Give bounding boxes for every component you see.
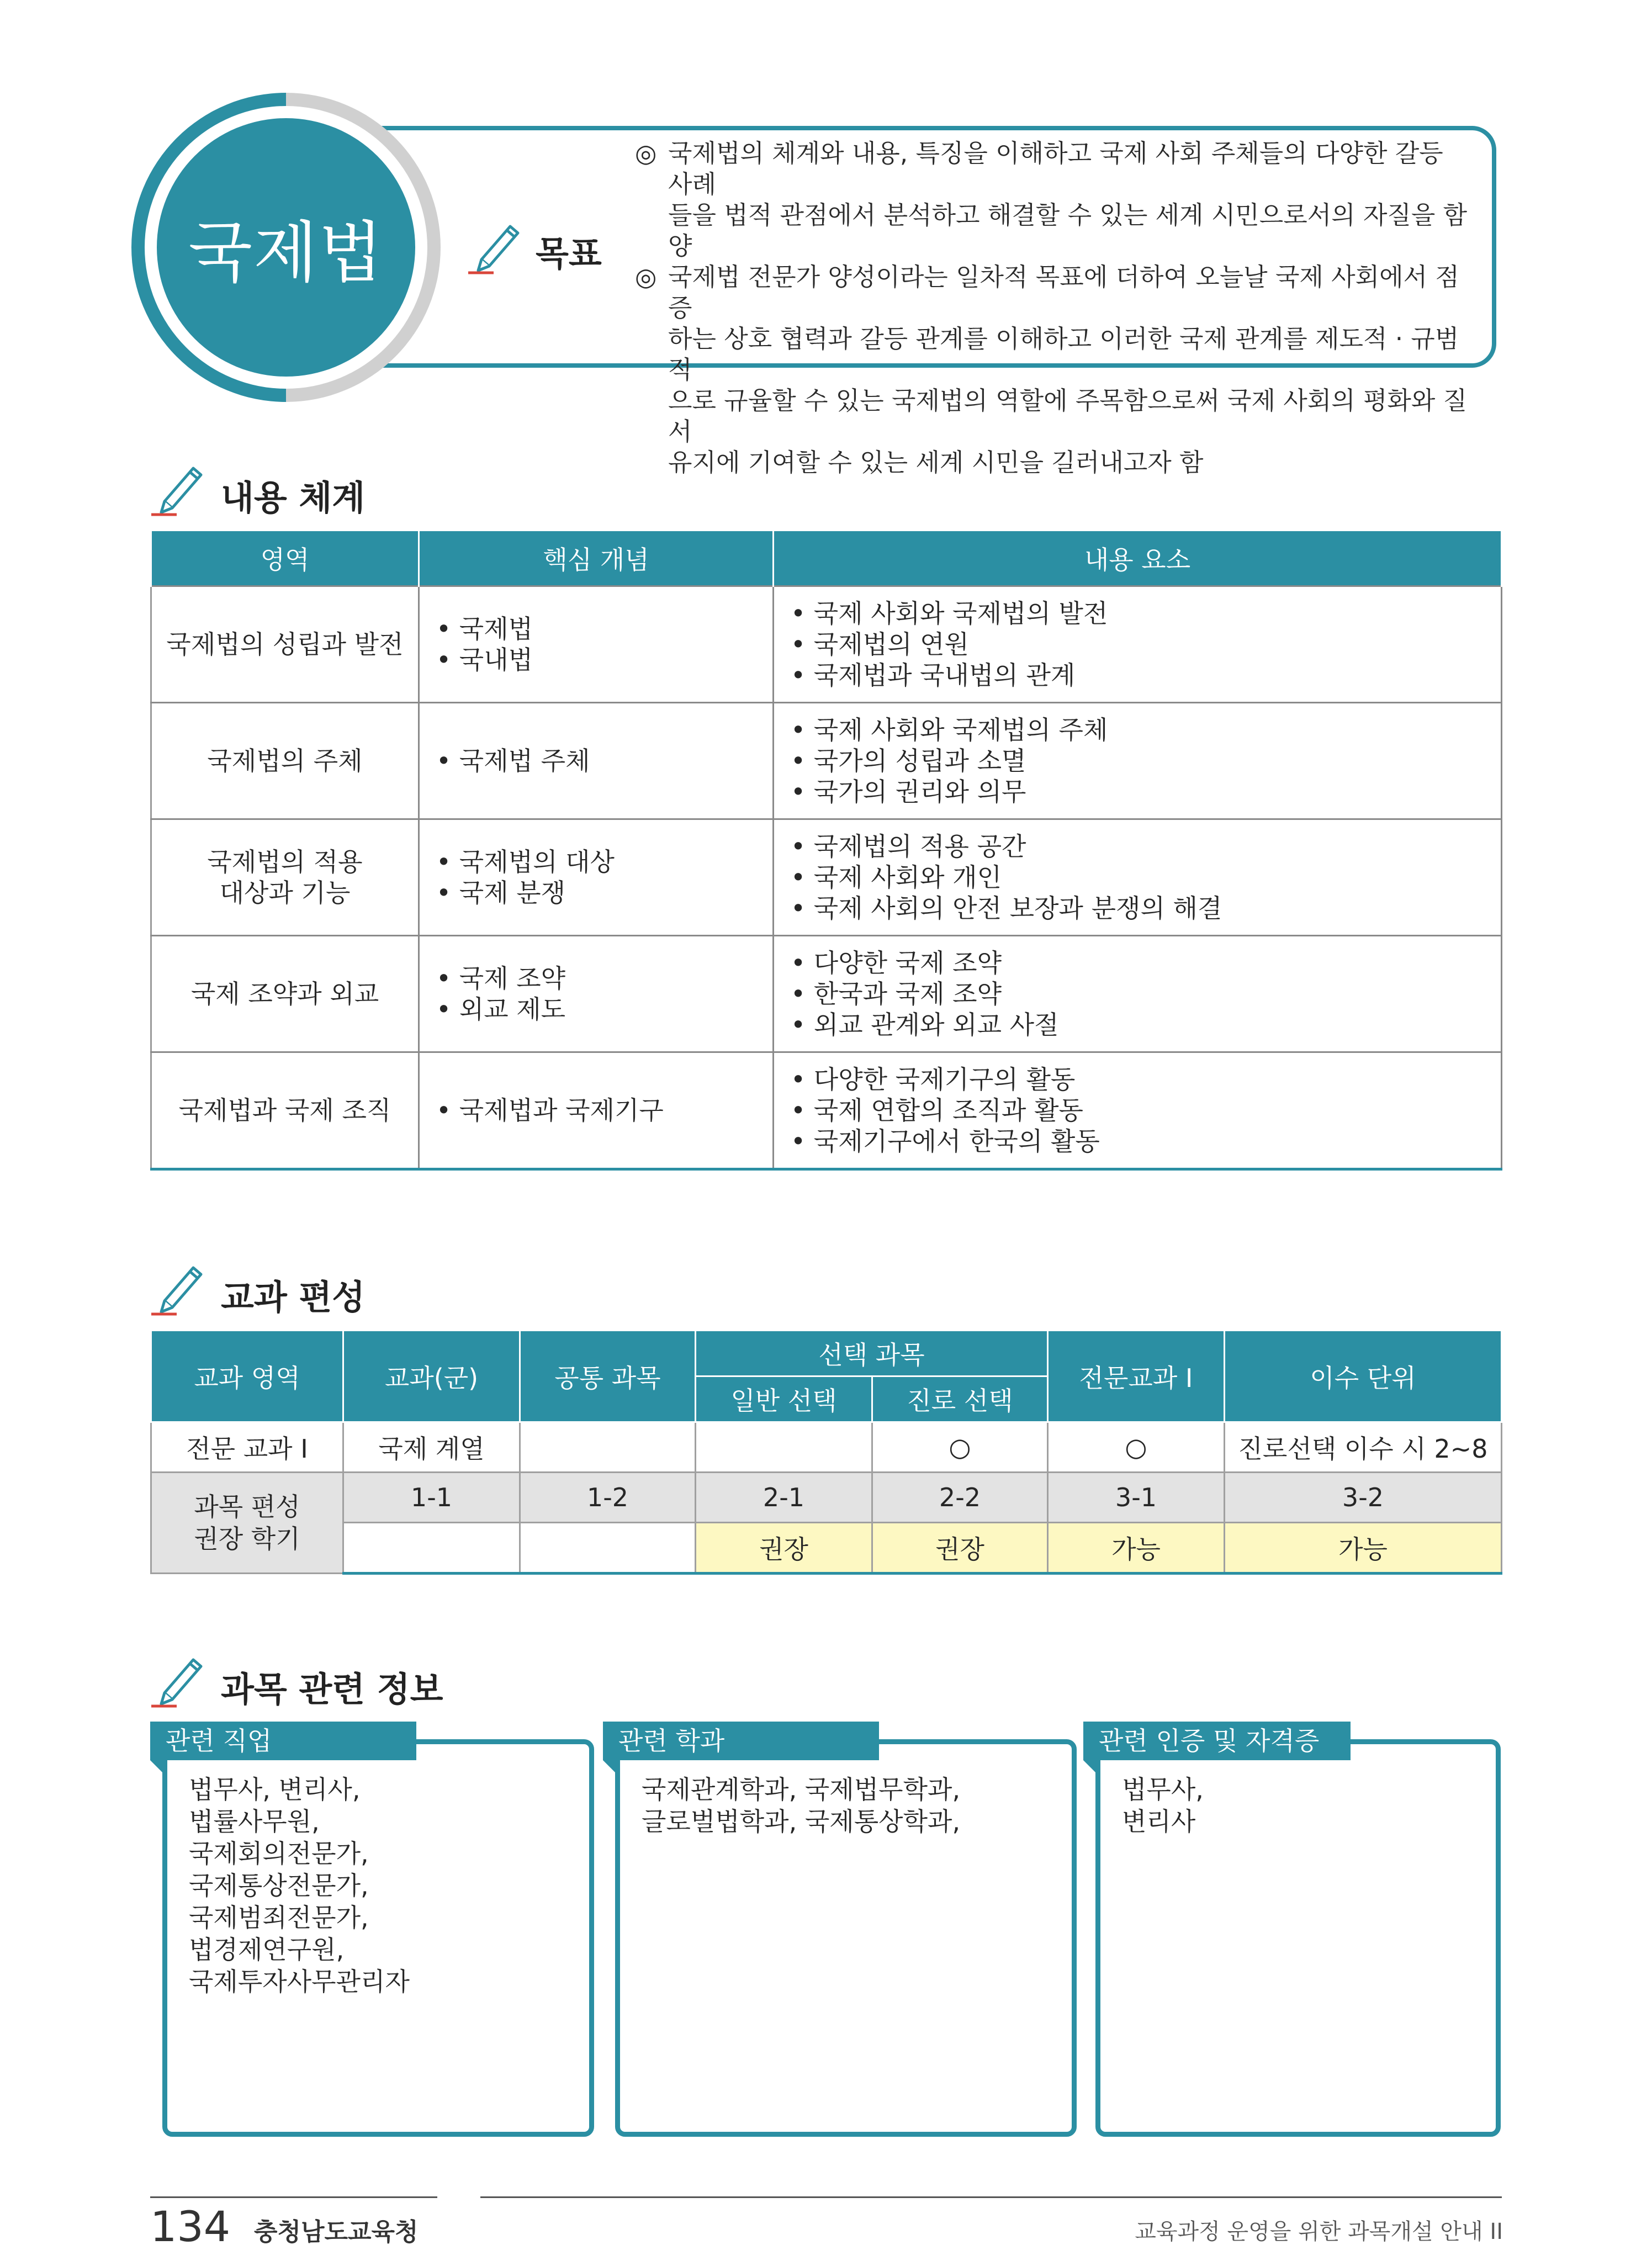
concept-text: • 국제법 주체 — [436, 746, 590, 776]
related-jobs-list — [189, 1773, 410, 1998]
list-item: 법무사, 변리사, — [189, 1775, 361, 1804]
element-text: • 다양한 국제기구의 활동 — [791, 1065, 1076, 1094]
semester-cell: 2-2 — [872, 1473, 1048, 1523]
goal-line: 국제법의 체계와 내용, 특징을 이해하고 국제 사회 주체들의 다양한 갈등 사례 — [668, 139, 1443, 199]
area-cell — [151, 1052, 419, 1169]
element-text: • 국제 사회와 국제법의 주체 — [791, 715, 1108, 745]
pencil-icon — [148, 1258, 209, 1319]
area-cell — [151, 586, 419, 703]
area-text: 국제법의 적용 — [207, 847, 363, 877]
list-item: 국제범죄전문가, — [189, 1903, 369, 1932]
column-header: 이수 단위 — [1225, 1331, 1502, 1422]
publisher-name: 충청남도교육청 — [254, 2218, 419, 2246]
element-text: • 국가의 성립과 소멸 — [791, 746, 1026, 776]
recommend-cell: 권장 — [872, 1523, 1048, 1574]
concept-cell — [419, 703, 774, 819]
curriculum-table — [150, 1330, 1502, 1575]
footer-divider — [480, 2196, 1502, 2198]
element-text: • 국제기구에서 한국의 활동 — [791, 1126, 1100, 1156]
related-certifications-list — [1122, 1773, 1204, 1838]
table-row — [151, 819, 1502, 936]
recommend-cell — [520, 1523, 696, 1574]
page-number: 134 — [150, 2202, 231, 2251]
table-cell: ○ — [872, 1422, 1048, 1473]
column-header: 진로 선택 — [872, 1376, 1048, 1422]
area-cell — [151, 936, 419, 1052]
list-item: 법무사, — [1122, 1775, 1204, 1804]
goal-line: 국제법 전문가 양성이라는 일차적 목표에 더하여 오늘날 국제 사회에서 점증 — [668, 262, 1459, 322]
element-text: • 국제 연합의 조직과 활동 — [791, 1095, 1083, 1125]
guide-title: 교육과정 운영을 위한 과목개설 안내 II — [1135, 2219, 1503, 2244]
table-cell: ○ — [1048, 1422, 1225, 1473]
list-item: 법률사무원, — [189, 1807, 320, 1836]
element-text: • 외교 관계와 외교 사절 — [791, 1010, 1059, 1040]
table-header-row — [151, 1331, 1502, 1376]
table-row — [151, 1473, 1502, 1523]
content-system-table — [150, 531, 1502, 1171]
area-text: 대상과 기능 — [219, 878, 351, 908]
element-text: • 다양한 국제 조약 — [791, 948, 1002, 978]
column-header: 선택 과목 — [696, 1331, 1048, 1376]
element-text: • 국제 사회와 국제법의 발전 — [791, 599, 1108, 628]
related-certifications-tab: 관련 인증 및 자격증 — [1083, 1722, 1351, 1760]
concept-cell — [419, 936, 774, 1052]
element-text: • 국가의 권리와 의무 — [791, 777, 1026, 807]
tab-notch — [150, 1760, 165, 1775]
table-row — [151, 586, 1502, 703]
table-header-row — [151, 531, 1502, 586]
column-header: 내용 요소 — [774, 531, 1502, 586]
element-text: • 국제법의 적용 공간 — [791, 832, 1026, 861]
table-row — [151, 1422, 1502, 1473]
area-text: 국제법의 성립과 발전 — [166, 629, 404, 659]
tab-notch — [1083, 1760, 1098, 1775]
table-row — [151, 1052, 1502, 1169]
related-departments-list — [642, 1773, 960, 1838]
element-cell — [774, 586, 1502, 703]
pencil-icon — [148, 458, 209, 519]
list-item: 국제통상전문가, — [189, 1871, 369, 1900]
concept-cell — [419, 586, 774, 703]
semester-cell: 2-1 — [696, 1473, 872, 1523]
table-cell — [696, 1422, 872, 1473]
section-title-related-info: 과목 관련 정보 — [221, 1669, 443, 1709]
column-header: 교과(군) — [343, 1331, 520, 1422]
concept-text: • 국내법 — [436, 645, 533, 675]
table-cell — [520, 1422, 696, 1473]
semester-cell: 1-2 — [520, 1473, 696, 1523]
area-cell — [151, 819, 419, 936]
table-cell: 전문 교과 I — [151, 1422, 343, 1473]
area-cell — [151, 703, 419, 819]
list-item: 법경제연구원, — [189, 1935, 345, 1965]
concept-text: • 국제 조약 — [436, 963, 566, 993]
section-title-content-system: 내용 체계 — [221, 478, 366, 518]
list-item: 글로벌법학과, 국제통상학과, — [642, 1807, 961, 1836]
area-text: 국제 조약과 외교 — [190, 979, 379, 1009]
table-row — [151, 703, 1502, 819]
recommend-label: 과목 편성 — [194, 1492, 300, 1522]
goal-bullet-icon: ◎ — [635, 262, 657, 292]
concept-cell — [419, 1052, 774, 1169]
goal-line: 유지에 기여할 수 있는 세계 시민을 길러내고자 함 — [668, 448, 1204, 477]
list-item: 국제관계학과, 국제법무학과, — [642, 1775, 961, 1804]
concept-text: • 국제법의 대상 — [436, 847, 615, 877]
column-header: 전문교과 I — [1048, 1331, 1225, 1422]
element-text: • 국제법과 국내법의 관계 — [791, 660, 1076, 690]
element-text: • 국제법의 연원 — [791, 629, 969, 659]
column-header: 일반 선택 — [696, 1376, 872, 1422]
section-title-curriculum: 교과 편성 — [221, 1277, 366, 1317]
list-item: 변리사 — [1122, 1807, 1196, 1836]
recommend-label-cell — [151, 1473, 343, 1574]
goal-line: 으로 규율할 수 있는 국제법의 역할에 주목함으로써 국제 사회의 평화와 질서 — [668, 386, 1468, 446]
goal-line: 하는 상호 협력과 갈등 관계를 이해하고 이러한 국제 관계를 제도적 · 규범적 — [668, 324, 1459, 384]
column-header: 교과 영역 — [151, 1331, 343, 1422]
semester-cell: 3-2 — [1225, 1473, 1502, 1523]
column-header: 영역 — [151, 531, 419, 586]
recommend-cell: 권장 — [696, 1523, 872, 1574]
footer-divider — [150, 2196, 437, 2198]
area-text: 국제법의 주체 — [207, 746, 363, 776]
concept-text: • 외교 제도 — [436, 994, 566, 1024]
goal-line: 들을 법적 관점에서 분석하고 해결할 수 있는 세계 시민으로서의 자질을 함양 — [668, 200, 1468, 261]
element-cell — [774, 703, 1502, 819]
semester-cell: 3-1 — [1048, 1473, 1225, 1523]
element-cell — [774, 1052, 1502, 1169]
goal-label: 목표 — [536, 234, 602, 274]
related-jobs-tab: 관련 직업 — [150, 1722, 416, 1760]
subject-title: 국제법 — [157, 118, 415, 377]
recommend-label: 권장 학기 — [194, 1524, 300, 1554]
semester-cell: 1-1 — [343, 1473, 520, 1523]
goal-bullet-icon: ◎ — [635, 139, 657, 168]
list-item: 국제회의전문가, — [189, 1839, 369, 1868]
concept-text: • 국제법 — [436, 614, 533, 644]
column-header: 핵심 개념 — [419, 531, 774, 586]
column-header: 공통 과목 — [520, 1331, 696, 1422]
tab-notch — [603, 1760, 617, 1775]
element-text: • 국제 사회와 개인 — [791, 862, 1002, 892]
table-cell: 진로선택 이수 시 2~8 — [1225, 1422, 1502, 1473]
element-cell — [774, 936, 1502, 1052]
area-text: 국제법과 국제 조직 — [178, 1095, 391, 1125]
goal-list — [635, 138, 1474, 478]
list-item: 국제투자사무관리자 — [189, 1967, 410, 1997]
concept-text: • 국제법과 국제기구 — [436, 1095, 664, 1125]
table-cell: 국제 계열 — [343, 1422, 520, 1473]
table-row — [151, 936, 1502, 1052]
related-departments-tab: 관련 학과 — [603, 1722, 879, 1760]
goal-item — [635, 262, 1474, 478]
goal-item — [635, 138, 1474, 262]
table-row — [151, 1523, 1502, 1574]
concept-cell — [419, 819, 774, 936]
pencil-icon — [465, 216, 526, 277]
concept-text: • 국제 분쟁 — [436, 878, 566, 908]
recommend-cell: 가능 — [1048, 1523, 1225, 1574]
recommend-cell: 가능 — [1225, 1523, 1502, 1574]
recommend-cell — [343, 1523, 520, 1574]
element-text: • 국제 사회의 안전 보장과 분쟁의 해결 — [791, 893, 1222, 923]
element-text: • 한국과 국제 조약 — [791, 979, 1002, 1009]
element-cell — [774, 819, 1502, 936]
pencil-icon — [148, 1650, 209, 1711]
